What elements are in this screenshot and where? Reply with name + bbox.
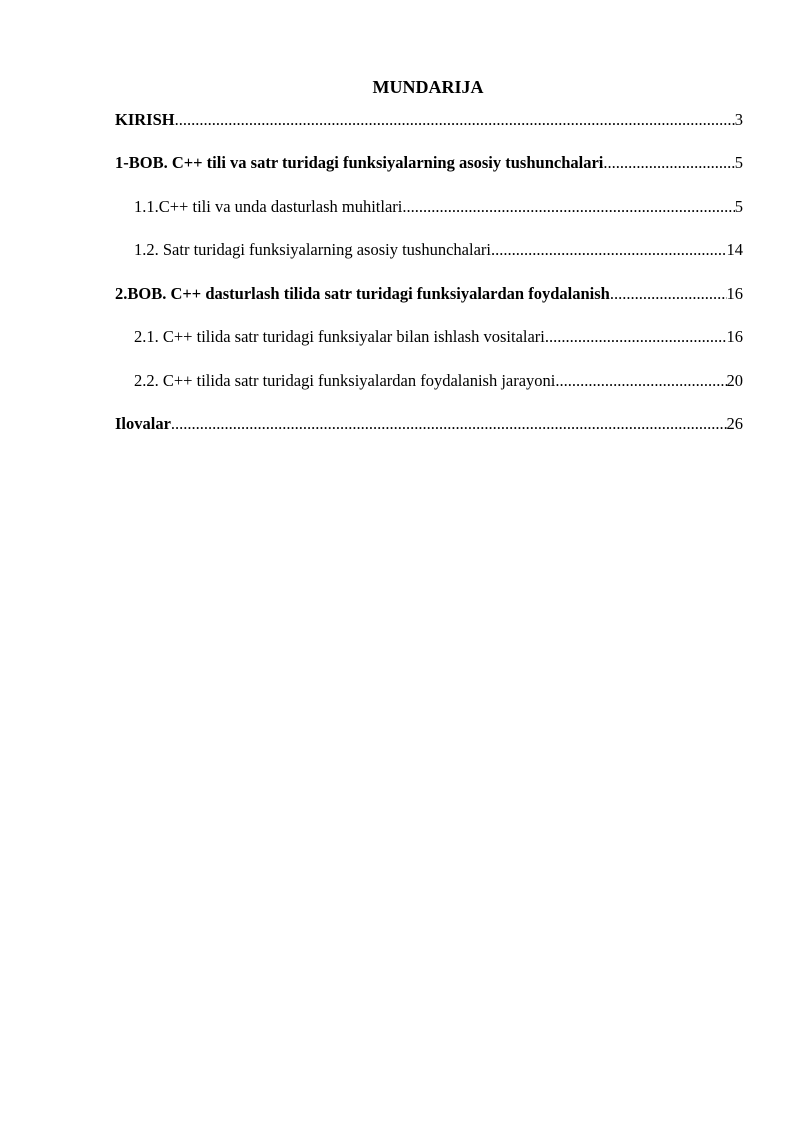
toc-page-number: 16: [726, 284, 743, 303]
toc-entry-section-2-1[interactable]: [134, 326, 743, 348]
toc-page-number: 26: [726, 414, 743, 433]
toc-page-number: 3: [734, 110, 743, 129]
toc-entry-label: KIRISH: [115, 110, 175, 129]
toc-page-number: 20: [726, 371, 743, 390]
toc-entry-label: 2.1. C++ tilida satr turidagi funksiyalar bilan ishlash vositalari: [134, 327, 545, 346]
toc-dot-leader: [175, 109, 735, 131]
toc-dot-leader: [171, 413, 727, 435]
toc-entry-chapter-1[interactable]: [115, 152, 743, 174]
toc-page-number: 14: [726, 240, 743, 259]
toc-entry-label: 1.1.C++ tili va unda dasturlash muhitlari: [134, 197, 403, 216]
toc-page-number: 5: [734, 197, 743, 216]
toc-entry-label: Ilovalar: [115, 414, 171, 433]
toc-entry-label: 1-BOB. C++ tili va satr turidagi funksiyalarning asosiy tushunchalari: [115, 153, 604, 172]
toc-dot-leader: [402, 196, 734, 218]
toc-entry-ilovalar[interactable]: [115, 413, 743, 435]
toc-dot-leader: [555, 370, 726, 392]
toc-page-number: 5: [734, 153, 743, 172]
toc-entry-section-2-2[interactable]: [134, 370, 743, 392]
toc-title: MUNDARIJA: [372, 77, 484, 97]
toc-dot-leader: [491, 239, 727, 261]
toc-entry-chapter-2[interactable]: [115, 283, 743, 305]
toc-dot-leader: [610, 283, 727, 305]
toc-dot-leader: [545, 326, 727, 348]
toc-entry-label: 2.2. C++ tilida satr turidagi funksiyalardan foydalanish jarayoni: [134, 371, 556, 390]
toc-entry-section-1-1[interactable]: [134, 196, 743, 218]
toc-page-number: 16: [726, 327, 743, 346]
toc-dot-leader: [603, 152, 734, 174]
toc-entry-label: 1.2. Satr turidagi funksiyalarning asosiy tushunchalari: [134, 240, 491, 259]
toc-entry-section-1-2[interactable]: [134, 239, 743, 261]
toc-entry-label: 2.BOB. C++ dasturlash tilida satr turidagi funksiyalardan foydalanish: [115, 284, 610, 303]
toc-entry-kirish[interactable]: [115, 109, 743, 131]
